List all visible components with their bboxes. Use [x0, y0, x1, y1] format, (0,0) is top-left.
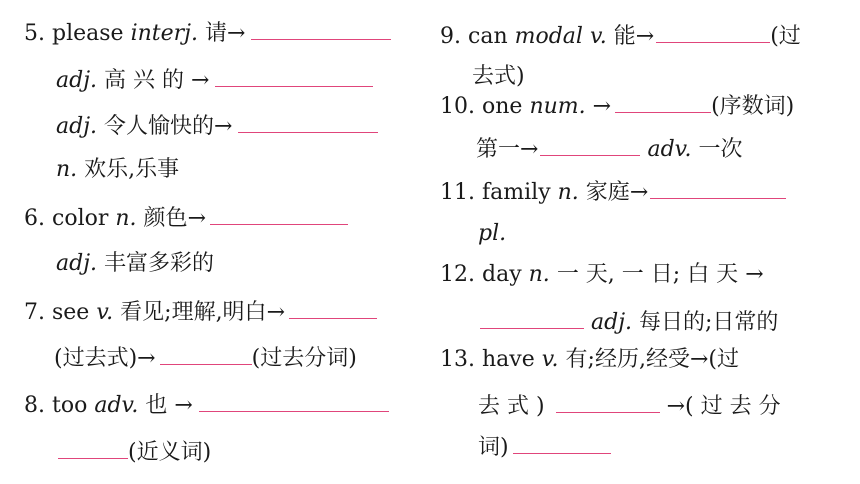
entry-pleasure [56, 155, 179, 185]
part-of-speech: n. [528, 262, 550, 287]
answer-blank[interactable] [238, 110, 378, 133]
entry-word: family [482, 180, 551, 205]
form-label: (近义词) [128, 440, 212, 465]
entry-number: 5. [24, 21, 45, 46]
entry-colorful [56, 249, 214, 279]
entry-please [24, 17, 391, 49]
meaning: 一 天, 一 日; 白 天 [556, 262, 739, 287]
form-label: 去 式 ) [478, 394, 545, 419]
entry-number: 10. [440, 94, 475, 119]
answer-blank[interactable] [513, 431, 611, 454]
part-of-speech: adj. [56, 68, 98, 93]
entry-pleasant [56, 110, 378, 142]
arrow-icon: → [266, 300, 285, 325]
meaning: 看见;理解,明白 [120, 300, 267, 325]
entry-can-cont [472, 62, 525, 92]
entry-have [440, 345, 739, 375]
entry-too-synonym [58, 436, 211, 468]
meaning: 丰富多彩的 [104, 251, 215, 276]
form-label: (过 [708, 347, 739, 372]
entry-one [440, 90, 794, 122]
meaning: 令人愉快的 [104, 114, 215, 139]
meaning: 高 兴 的 [104, 68, 185, 93]
part-of-speech: n. [56, 157, 78, 182]
entry-number: 11. [440, 180, 475, 205]
entry-have-forms [478, 390, 781, 422]
form-label: (过 [770, 24, 801, 49]
form-label: 词) [478, 435, 509, 460]
arrow-icon: → [187, 206, 206, 231]
entry-number: 12. [440, 262, 475, 287]
answer-blank[interactable] [615, 90, 711, 113]
entry-word: can [468, 24, 508, 49]
form-label: 第一 [476, 137, 521, 162]
entry-number: 8. [24, 393, 45, 418]
answer-blank[interactable] [540, 133, 640, 156]
answer-blank[interactable] [480, 306, 584, 329]
entry-number: 7. [24, 300, 45, 325]
entry-day [440, 260, 764, 290]
answer-blank[interactable] [650, 176, 786, 199]
answer-blank[interactable] [210, 202, 348, 225]
meaning: 一次 [698, 137, 743, 162]
part-of-speech: n. [115, 206, 137, 231]
part-of-speech: adj. [56, 114, 98, 139]
form-label: 去式) [472, 64, 525, 89]
answer-blank[interactable] [656, 20, 770, 43]
arrow-icon: → [191, 68, 210, 93]
entry-see-forms [54, 342, 357, 374]
part-of-speech: adv. [647, 137, 692, 162]
meaning: 颜色 [143, 206, 188, 231]
arrow-icon: → [689, 347, 709, 372]
entry-word: see [52, 300, 90, 325]
meaning: 能 [613, 24, 636, 49]
entry-number: 6. [24, 206, 45, 231]
arrow-icon: → [137, 346, 156, 371]
answer-blank[interactable] [58, 436, 128, 459]
form-label: (序数词) [711, 94, 795, 119]
meaning: 家庭 [585, 180, 630, 205]
answer-blank[interactable] [199, 389, 389, 412]
entry-word: too [52, 393, 88, 418]
entry-have-cont [478, 431, 611, 463]
entry-daily [480, 306, 778, 338]
form-label: (过去式) [54, 346, 138, 371]
part-of-speech: v. [96, 300, 114, 325]
arrow-icon: → [214, 114, 233, 139]
entry-word: have [482, 347, 535, 372]
answer-blank[interactable] [160, 342, 252, 365]
arrow-icon: → [745, 262, 764, 287]
part-of-speech: num. [529, 94, 586, 119]
arrow-icon: → [666, 394, 686, 419]
entry-too [24, 389, 389, 421]
part-of-speech: interj. [130, 21, 198, 46]
arrow-icon: → [520, 137, 539, 162]
entry-please-adj [56, 64, 373, 96]
meaning: 有;经历,经受 [565, 347, 690, 372]
form-label: ( 过 去 分 [685, 394, 781, 419]
part-of-speech: adj. [591, 310, 633, 335]
answer-blank[interactable] [289, 296, 377, 319]
meaning: 欢乐,乐事 [84, 157, 180, 182]
entry-word: one [482, 94, 523, 119]
meaning: 每日的;日常的 [639, 310, 779, 335]
answer-blank[interactable] [215, 64, 373, 87]
entry-word: please [52, 21, 124, 46]
part-of-speech: adv. [94, 393, 139, 418]
entry-word: day [482, 262, 522, 287]
entry-word: color [52, 206, 109, 231]
entry-color [24, 202, 348, 234]
part-of-speech: modal v. [514, 24, 607, 49]
part-of-speech: adj. [56, 251, 98, 276]
arrow-icon: → [629, 180, 649, 205]
meaning: 也 [145, 393, 168, 418]
arrow-icon: → [592, 94, 612, 119]
answer-blank[interactable] [556, 390, 660, 413]
entry-one-first [476, 133, 742, 165]
entry-family [440, 176, 786, 208]
arrow-icon: → [635, 24, 655, 49]
part-of-speech: pl. [478, 221, 507, 246]
entry-can [440, 20, 801, 52]
answer-blank[interactable] [251, 17, 391, 40]
part-of-speech: n. [557, 180, 579, 205]
entry-number: 13. [440, 347, 475, 372]
form-label: (过去分词) [251, 346, 357, 371]
arrow-icon: → [174, 393, 193, 418]
part-of-speech: v. [541, 347, 559, 372]
entry-family-plural [478, 219, 506, 249]
meaning: 请 [204, 21, 227, 46]
arrow-icon: → [227, 21, 246, 46]
entry-see [24, 296, 377, 328]
entry-number: 9. [440, 24, 461, 49]
